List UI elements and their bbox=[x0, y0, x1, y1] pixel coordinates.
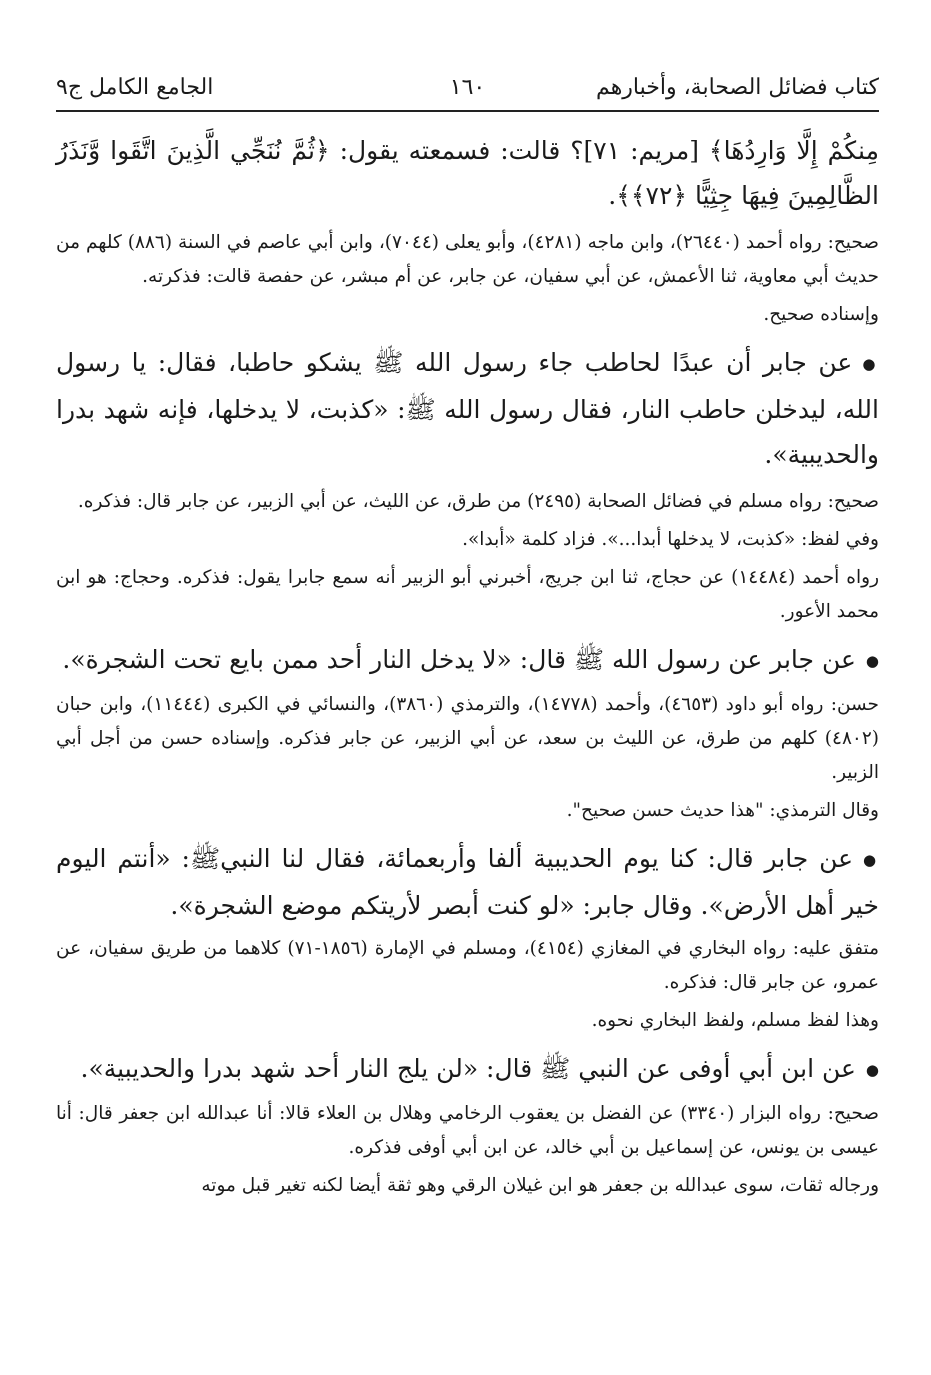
hadith-paragraph: ● عن جابر عن رسول الله ﷺ قال: «لا يدخل النار أحد ممن بايع تحت الشجرة». bbox=[56, 637, 879, 684]
takhrij-note: وإسناده صحيح. bbox=[763, 304, 879, 325]
takhrij-note: وهذا لفظ مسلم، ولفظ البخاري نحوه. bbox=[591, 1010, 879, 1031]
body-paragraph: مِنكُمْ إِلَّا وَارِدُهَا﴾ [مريم: ٧١]؟ قالت: فسمعته يقول: ﴿ثُمَّ نُنَجِّي الَّذِينَ اتَّقَوا وَّنَذَرُ الظَّالِمِينَ فِيهَا جِثِيًّا ﴿٧٢﴾﴾. bbox=[56, 136, 879, 210]
takhrij-note: وقال الترمذي: "هذا حديث حسن صحيح". bbox=[566, 800, 879, 821]
hadith-paragraph: ● عن جابر قال: كنا يوم الحديبية ألفا وأربعمائة، فقال لنا النبيﷺ: «أنتم اليوم خير أهل الأرض». وقال جابر: «لو كنت أبصر لأريتكم موضع الشجرة». bbox=[56, 836, 879, 928]
takhrij-note: وفي لفظ: «كذبت، لا يدخلها أبدا...». فزاد كلمة «أبدا». bbox=[462, 529, 879, 550]
header-rule bbox=[56, 110, 879, 112]
hadith-paragraph: ● عن ابن أبي أوفى عن النبي ﷺ قال: «لن يلج النار أحد شهد بدرا والحديبية». bbox=[56, 1046, 879, 1093]
takhrij-note: حسن: رواه أبو داود (٤٦٥٣)، وأحمد (١٤٧٧٨)، والترمذي (٣٨٦٠)، والنسائي في الكبرى (١١٤٤٤)، وابن حبان (٤٨٠٢) كلهم من طرق، عن الليث بن سعد، عن أبي الزبير، عن جابر فذكره. وإسناده حسن من أجل أبي الزبير. bbox=[56, 694, 879, 783]
header-book-title: الجامع الكامل ج٩ bbox=[56, 75, 214, 100]
running-header bbox=[56, 64, 879, 100]
page-content bbox=[56, 128, 879, 1203]
hadith-paragraph: ● عن جابر أن عبدًا لحاطب جاء رسول الله ﷺ يشكو حاطبا، فقال: يا رسول الله، ليدخلن حاطب النار، فقال رسول الله ﷺ: «كذبت، لا يدخلها، فإنه شهد بدرا والحديبية». bbox=[56, 340, 879, 477]
takhrij-note: صحيح: رواه مسلم في فضائل الصحابة (٢٤٩٥) من طرق، عن الليث، عن أبي الزبير، عن جابر قال: فذكره. bbox=[77, 491, 879, 512]
takhrij-note: صحيح: رواه أحمد (٢٦٤٤٠)، وابن ماجه (٤٢٨١)، وأبو يعلى (٧٠٤٤)، وابن أبي عاصم في السنة (٨٨٦) كلهم من حديث أبي معاوية، ثنا الأعمش، عن أبي سفيان، عن جابر، عن أم مبشر، عن حفصة قالت: فذكرته. bbox=[56, 232, 879, 287]
takhrij-note: متفق عليه: رواه البخاري في المغازي (٤١٥٤)، ومسلم في الإمارة (١٨٥٦-٧١) كلاهما من طريق سفيان، عن عمرو، عن جابر قال: فذكره. bbox=[56, 938, 879, 993]
header-chapter-title: كتاب فضائل الصحابة، وأخبارهم bbox=[596, 75, 879, 100]
page-number: ١٦٠ bbox=[449, 75, 486, 100]
takhrij-note: صحيح: رواه البزار (٣٣٤٠) عن الفضل بن يعقوب الرخامي وهلال بن العلاء قالا: أنا عبدالله ابن جعفر قال: أنا عيسى بن يونس، عن إسماعيل بن أبي خالد، عن ابن أبي أوفى فذكره. bbox=[56, 1103, 879, 1158]
takhrij-note: رواه أحمد (١٤٤٨٤) عن حجاج، ثنا ابن جريج، أخبرني أبو الزبير أنه سمع جابرا يقول: فذكره. وحجاج: هو ابن محمد الأعور. bbox=[56, 567, 879, 622]
takhrij-note: ورجاله ثقات، سوى عبدالله بن جعفر هو ابن غيلان الرقي وهو ثقة أيضا لكنه تغير قبل موته bbox=[201, 1175, 879, 1196]
